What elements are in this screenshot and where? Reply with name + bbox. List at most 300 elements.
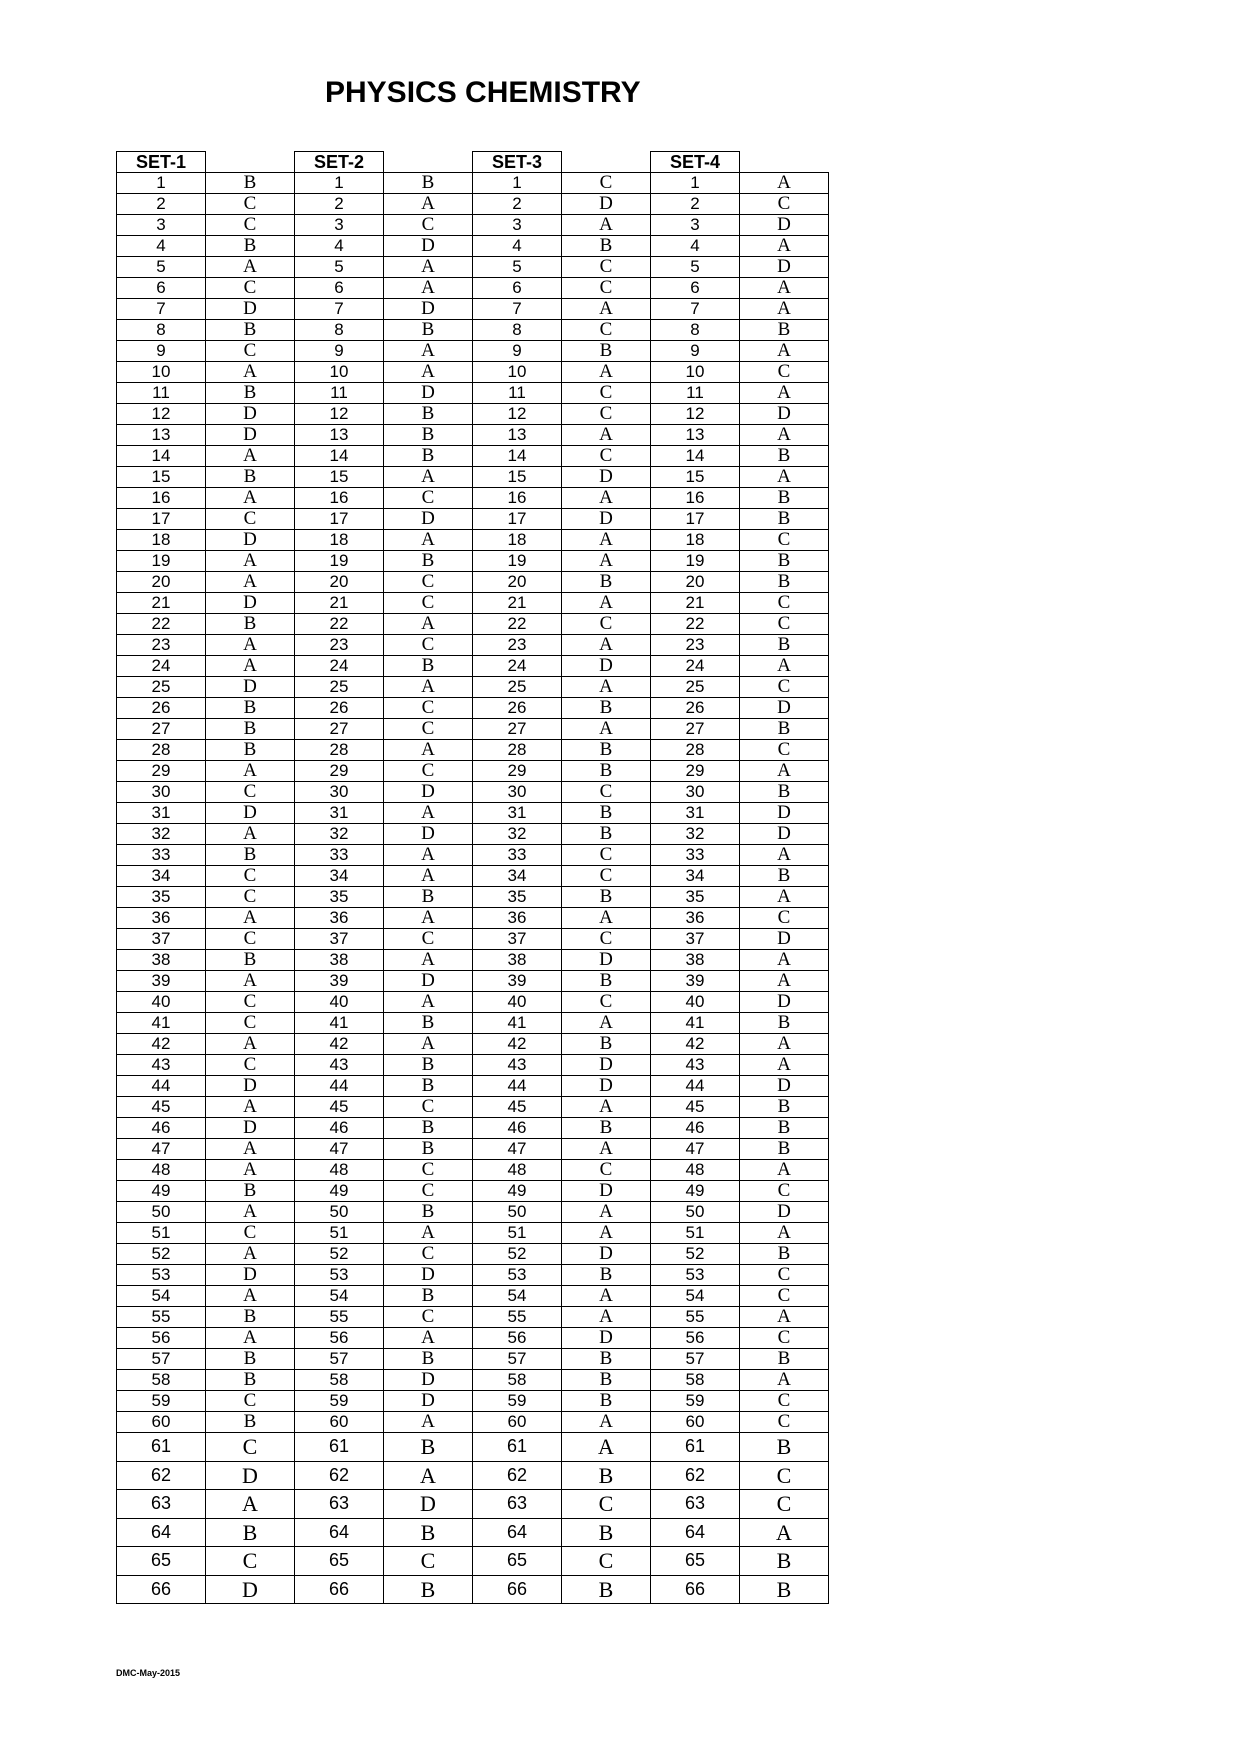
question-number: 54 <box>295 1286 384 1307</box>
question-number: 55 <box>651 1307 740 1328</box>
answer-cell: D <box>206 404 295 425</box>
question-number: 19 <box>117 551 206 572</box>
question-number: 63 <box>117 1490 206 1519</box>
question-number: 8 <box>117 320 206 341</box>
answer-cell: A <box>740 299 829 320</box>
answer-cell: C <box>206 194 295 215</box>
question-number: 33 <box>295 845 384 866</box>
answer-row <box>117 572 829 593</box>
answer-cell: A <box>384 530 473 551</box>
answer-cell: D <box>206 1118 295 1139</box>
question-number: 17 <box>473 509 562 530</box>
question-number: 42 <box>117 1034 206 1055</box>
answer-cell: B <box>384 1139 473 1160</box>
question-number: 53 <box>117 1265 206 1286</box>
question-number: 24 <box>295 656 384 677</box>
answer-cell: B <box>206 320 295 341</box>
answer-cell: A <box>384 677 473 698</box>
answer-cell: B <box>384 656 473 677</box>
answer-row <box>117 950 829 971</box>
answer-row <box>117 383 829 404</box>
answer-cell: B <box>206 1307 295 1328</box>
answer-cell: A <box>740 761 829 782</box>
question-number: 62 <box>473 1461 562 1490</box>
question-number: 58 <box>117 1370 206 1391</box>
question-number: 52 <box>295 1244 384 1265</box>
answer-cell: A <box>206 761 295 782</box>
question-number: 25 <box>117 677 206 698</box>
answer-row <box>117 971 829 992</box>
question-number: 54 <box>117 1286 206 1307</box>
answer-cell: A <box>562 1307 651 1328</box>
question-number: 60 <box>295 1412 384 1433</box>
question-number: 21 <box>473 593 562 614</box>
question-number: 8 <box>651 320 740 341</box>
question-number: 2 <box>473 194 562 215</box>
answer-cell: A <box>740 173 829 194</box>
answer-cell: B <box>740 572 829 593</box>
question-number: 25 <box>473 677 562 698</box>
answer-cell: D <box>206 1076 295 1097</box>
answer-cell: C <box>562 1547 651 1576</box>
answer-cell: C <box>206 992 295 1013</box>
answer-cell: A <box>562 1433 651 1462</box>
answer-row <box>117 215 829 236</box>
question-number: 57 <box>295 1349 384 1370</box>
question-number: 4 <box>295 236 384 257</box>
question-number: 65 <box>473 1547 562 1576</box>
answer-row <box>117 467 829 488</box>
answer-key-table <box>116 151 829 1604</box>
question-number: 30 <box>117 782 206 803</box>
question-number: 29 <box>117 761 206 782</box>
answer-cell: D <box>740 929 829 950</box>
question-number: 9 <box>651 341 740 362</box>
question-number: 64 <box>117 1518 206 1547</box>
question-number: 45 <box>295 1097 384 1118</box>
answer-cell: A <box>384 614 473 635</box>
answer-cell: A <box>562 1139 651 1160</box>
answer-cell: A <box>206 1160 295 1181</box>
answer-cell: C <box>384 1307 473 1328</box>
answer-cell: B <box>740 488 829 509</box>
answer-cell: B <box>562 803 651 824</box>
answer-cell: B <box>384 404 473 425</box>
answer-row <box>117 1391 829 1412</box>
question-number: 49 <box>117 1181 206 1202</box>
question-number: 21 <box>295 593 384 614</box>
answer-row <box>117 1202 829 1223</box>
answer-row <box>117 803 829 824</box>
question-number: 64 <box>295 1518 384 1547</box>
answer-cell: C <box>206 887 295 908</box>
answer-cell: A <box>206 572 295 593</box>
answer-cell: C <box>384 593 473 614</box>
question-number: 40 <box>473 992 562 1013</box>
question-number: 34 <box>473 866 562 887</box>
question-number: 38 <box>473 950 562 971</box>
question-number: 35 <box>651 887 740 908</box>
answer-cell: C <box>206 215 295 236</box>
question-number: 46 <box>117 1118 206 1139</box>
answer-row <box>117 194 829 215</box>
answer-row <box>117 677 829 698</box>
answer-row <box>117 425 829 446</box>
question-number: 43 <box>295 1055 384 1076</box>
answer-cell: C <box>562 929 651 950</box>
answer-cell: B <box>206 1370 295 1391</box>
answer-cell: B <box>562 1575 651 1604</box>
answer-cell: B <box>562 1118 651 1139</box>
question-number: 50 <box>295 1202 384 1223</box>
answer-cell: A <box>384 278 473 299</box>
question-number: 4 <box>117 236 206 257</box>
answer-cell: B <box>206 383 295 404</box>
question-number: 47 <box>117 1139 206 1160</box>
answer-row <box>117 404 829 425</box>
answer-row <box>117 929 829 950</box>
question-number: 63 <box>473 1490 562 1519</box>
question-number: 16 <box>473 488 562 509</box>
answer-cell: D <box>384 509 473 530</box>
answer-cell: A <box>740 1034 829 1055</box>
question-number: 35 <box>117 887 206 908</box>
question-number: 61 <box>473 1433 562 1462</box>
answer-cell: B <box>740 635 829 656</box>
answer-cell: B <box>740 1547 829 1576</box>
question-number: 37 <box>117 929 206 950</box>
question-number: 37 <box>473 929 562 950</box>
question-number: 11 <box>295 383 384 404</box>
answer-cell: B <box>562 698 651 719</box>
answer-cell: B <box>562 971 651 992</box>
question-number: 2 <box>651 194 740 215</box>
question-number: 35 <box>295 887 384 908</box>
question-number: 52 <box>651 1244 740 1265</box>
answer-cell: B <box>740 551 829 572</box>
answer-row <box>117 320 829 341</box>
question-number: 5 <box>295 257 384 278</box>
answer-cell: B <box>740 866 829 887</box>
question-number: 33 <box>473 845 562 866</box>
question-number: 10 <box>651 362 740 383</box>
answer-cell: A <box>740 1518 829 1547</box>
question-number: 64 <box>651 1518 740 1547</box>
answer-row <box>117 1307 829 1328</box>
question-number: 28 <box>473 740 562 761</box>
question-number: 37 <box>295 929 384 950</box>
question-number: 14 <box>117 446 206 467</box>
answer-row <box>117 992 829 1013</box>
question-number: 10 <box>295 362 384 383</box>
answer-cell: B <box>206 1349 295 1370</box>
question-number: 58 <box>651 1370 740 1391</box>
answer-cell: B <box>562 1265 651 1286</box>
question-number: 29 <box>651 761 740 782</box>
question-number: 29 <box>473 761 562 782</box>
question-number: 49 <box>473 1181 562 1202</box>
question-number: 15 <box>117 467 206 488</box>
answer-row <box>117 1034 829 1055</box>
answer-cell: D <box>562 467 651 488</box>
answer-row <box>117 1265 829 1286</box>
question-number: 14 <box>295 446 384 467</box>
answer-cell: A <box>206 1097 295 1118</box>
answer-cell: B <box>740 446 829 467</box>
answer-cell: A <box>562 488 651 509</box>
question-number: 13 <box>295 425 384 446</box>
answer-cell: A <box>384 866 473 887</box>
question-number: 27 <box>117 719 206 740</box>
question-number: 6 <box>651 278 740 299</box>
answer-cell: B <box>740 1097 829 1118</box>
answer-cell: B <box>384 1286 473 1307</box>
question-number: 19 <box>295 551 384 572</box>
question-number: 44 <box>651 1076 740 1097</box>
question-number: 60 <box>473 1412 562 1433</box>
question-number: 59 <box>651 1391 740 1412</box>
question-number: 27 <box>651 719 740 740</box>
answer-cell: D <box>384 1391 473 1412</box>
answer-cell: A <box>384 467 473 488</box>
answer-cell: B <box>562 572 651 593</box>
answer-cell: D <box>206 593 295 614</box>
answer-cell: B <box>384 1349 473 1370</box>
question-number: 60 <box>651 1412 740 1433</box>
question-number: 23 <box>473 635 562 656</box>
answer-row <box>117 1055 829 1076</box>
question-number: 56 <box>117 1328 206 1349</box>
answer-cell: D <box>740 257 829 278</box>
answer-cell: A <box>206 257 295 278</box>
question-number: 26 <box>473 698 562 719</box>
question-number: 15 <box>651 467 740 488</box>
answer-cell: B <box>562 1391 651 1412</box>
answer-cell: C <box>206 1013 295 1034</box>
question-number: 1 <box>473 173 562 194</box>
answer-cell: C <box>384 1160 473 1181</box>
answer-cell: B <box>206 1181 295 1202</box>
answer-cell: A <box>740 656 829 677</box>
answer-cell: A <box>206 971 295 992</box>
answer-cell: B <box>562 1370 651 1391</box>
question-number: 36 <box>473 908 562 929</box>
question-number: 9 <box>117 341 206 362</box>
answer-cell: D <box>740 404 829 425</box>
question-number: 8 <box>473 320 562 341</box>
answer-cell: A <box>562 299 651 320</box>
question-number: 36 <box>295 908 384 929</box>
answer-row <box>117 278 829 299</box>
answer-row <box>117 1433 829 1462</box>
answer-cell: B <box>740 1118 829 1139</box>
answer-cell: A <box>206 362 295 383</box>
answer-cell: B <box>384 173 473 194</box>
answer-row <box>117 1013 829 1034</box>
answer-cell: D <box>562 1328 651 1349</box>
question-number: 25 <box>295 677 384 698</box>
question-number: 43 <box>651 1055 740 1076</box>
answer-cell: A <box>206 488 295 509</box>
answer-cell: C <box>384 761 473 782</box>
question-number: 20 <box>651 572 740 593</box>
answer-cell: C <box>740 1391 829 1412</box>
answer-cell: B <box>740 1433 829 1462</box>
answer-cell: D <box>384 383 473 404</box>
answer-cell: B <box>562 341 651 362</box>
question-number: 26 <box>651 698 740 719</box>
answer-cell: D <box>384 782 473 803</box>
question-number: 41 <box>473 1013 562 1034</box>
answer-row <box>117 488 829 509</box>
question-number: 22 <box>473 614 562 635</box>
answer-cell: B <box>740 509 829 530</box>
answer-cell: A <box>562 1412 651 1433</box>
question-number: 1 <box>651 173 740 194</box>
answer-cell: B <box>740 320 829 341</box>
question-number: 62 <box>651 1461 740 1490</box>
question-number: 65 <box>117 1547 206 1576</box>
question-number: 66 <box>651 1575 740 1604</box>
answer-cell: A <box>206 1328 295 1349</box>
answer-cell: D <box>384 1370 473 1391</box>
answer-cell: C <box>206 866 295 887</box>
answer-row <box>117 1518 829 1547</box>
answer-cell: A <box>740 1307 829 1328</box>
set-4-header: SET-4 <box>651 152 740 173</box>
answer-cell: A <box>740 383 829 404</box>
answer-cell: B <box>740 719 829 740</box>
answer-row <box>117 1181 829 1202</box>
question-number: 63 <box>295 1490 384 1519</box>
question-number: 11 <box>117 383 206 404</box>
question-number: 1 <box>295 173 384 194</box>
answer-cell: C <box>384 635 473 656</box>
answer-cell: C <box>384 1547 473 1576</box>
answer-cell: C <box>740 593 829 614</box>
answer-cell: A <box>206 1139 295 1160</box>
question-number: 28 <box>651 740 740 761</box>
header-blank <box>384 152 473 173</box>
question-number: 26 <box>117 698 206 719</box>
answer-cell: D <box>740 698 829 719</box>
answer-cell: A <box>206 446 295 467</box>
answer-row <box>117 257 829 278</box>
question-number: 44 <box>473 1076 562 1097</box>
answer-cell: C <box>562 173 651 194</box>
answer-cell: C <box>740 1412 829 1433</box>
question-number: 39 <box>651 971 740 992</box>
answer-cell: A <box>384 845 473 866</box>
answer-cell: A <box>384 740 473 761</box>
question-number: 52 <box>117 1244 206 1265</box>
answer-cell: B <box>562 1034 651 1055</box>
answer-cell: B <box>384 1518 473 1547</box>
answer-cell: D <box>562 1076 651 1097</box>
answer-cell: C <box>384 929 473 950</box>
answer-cell: D <box>562 509 651 530</box>
answer-cell: A <box>740 278 829 299</box>
question-number: 66 <box>473 1575 562 1604</box>
question-number: 44 <box>295 1076 384 1097</box>
answer-cell: B <box>740 1013 829 1034</box>
answer-cell: B <box>206 719 295 740</box>
question-number: 49 <box>651 1181 740 1202</box>
set-2-header: SET-2 <box>295 152 384 173</box>
question-number: 59 <box>117 1391 206 1412</box>
answer-cell: A <box>384 1223 473 1244</box>
question-number: 46 <box>651 1118 740 1139</box>
answer-row <box>117 1160 829 1181</box>
answer-row <box>117 593 829 614</box>
answer-cell: B <box>384 887 473 908</box>
question-number: 10 <box>473 362 562 383</box>
answer-cell: C <box>740 1328 829 1349</box>
answer-cell: C <box>562 278 651 299</box>
question-number: 66 <box>295 1575 384 1604</box>
question-number: 59 <box>473 1391 562 1412</box>
question-number: 56 <box>651 1328 740 1349</box>
question-number: 12 <box>117 404 206 425</box>
answer-cell: D <box>206 1265 295 1286</box>
answer-cell: A <box>562 677 651 698</box>
answer-cell: C <box>384 698 473 719</box>
answer-row <box>117 635 829 656</box>
question-number: 7 <box>295 299 384 320</box>
question-number: 3 <box>651 215 740 236</box>
answer-cell: C <box>740 530 829 551</box>
answer-cell: C <box>206 509 295 530</box>
question-number: 21 <box>117 593 206 614</box>
question-number: 24 <box>651 656 740 677</box>
question-number: 45 <box>117 1097 206 1118</box>
answer-cell: C <box>740 908 829 929</box>
answer-row <box>117 1328 829 1349</box>
question-number: 58 <box>473 1370 562 1391</box>
question-number: 39 <box>117 971 206 992</box>
answer-cell: B <box>740 1575 829 1604</box>
answer-cell: A <box>206 551 295 572</box>
question-number: 3 <box>117 215 206 236</box>
answer-cell: A <box>206 1286 295 1307</box>
question-number: 11 <box>651 383 740 404</box>
question-number: 17 <box>295 509 384 530</box>
answer-cell: B <box>562 761 651 782</box>
question-number: 28 <box>295 740 384 761</box>
answer-cell: B <box>562 1518 651 1547</box>
answer-cell: B <box>384 1202 473 1223</box>
answer-cell: C <box>740 1490 829 1519</box>
answer-row <box>117 1547 829 1576</box>
answer-cell: D <box>740 824 829 845</box>
question-number: 62 <box>295 1461 384 1490</box>
answer-cell: C <box>384 1097 473 1118</box>
answer-cell: C <box>206 1391 295 1412</box>
page-title: PHYSICS CHEMISTRY <box>325 76 641 109</box>
question-number: 61 <box>117 1433 206 1462</box>
answer-cell: B <box>384 1013 473 1034</box>
question-number: 14 <box>473 446 562 467</box>
question-number: 48 <box>117 1160 206 1181</box>
answer-row <box>117 887 829 908</box>
answer-cell: A <box>740 845 829 866</box>
answer-cell: C <box>562 992 651 1013</box>
answer-cell: D <box>384 1490 473 1519</box>
question-number: 14 <box>651 446 740 467</box>
answer-cell: D <box>206 1461 295 1490</box>
answer-cell: A <box>384 362 473 383</box>
question-number: 49 <box>295 1181 384 1202</box>
